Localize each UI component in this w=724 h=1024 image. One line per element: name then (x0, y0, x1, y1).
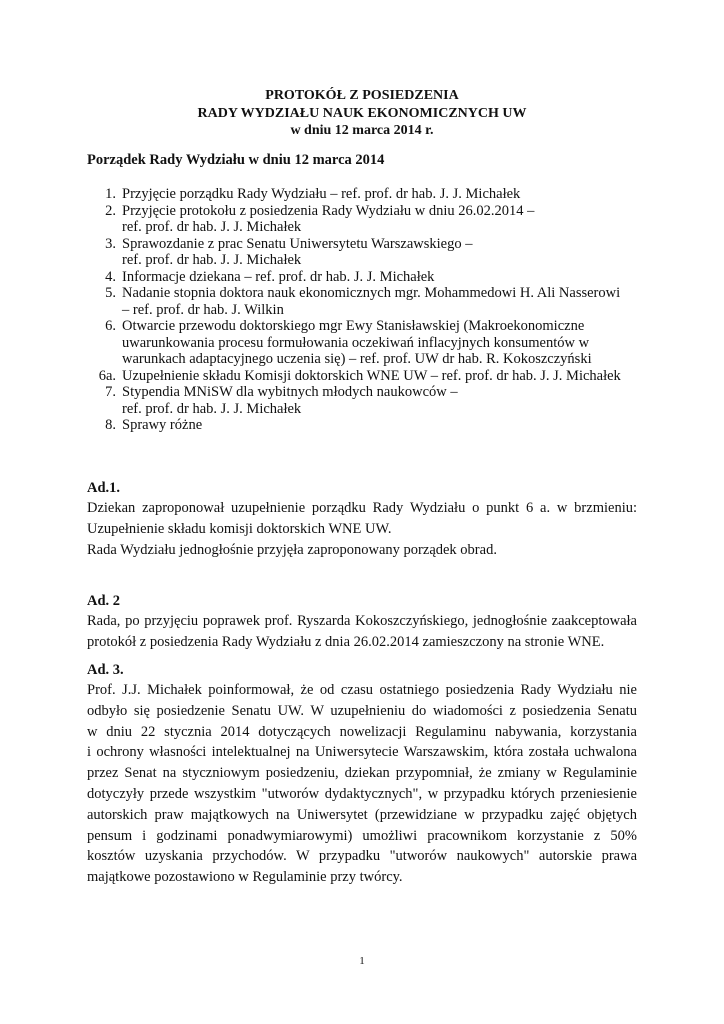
agenda-item-8 (0, 417, 724, 434)
agenda-title: Porządek Rady Wydziału w dniu 12 marca 2014 (87, 152, 385, 168)
header-title-line-1: PROTOKÓŁ Z POSIEDZENIA (265, 88, 459, 103)
agenda-item-text: ref. prof. dr hab. J. J. Michałek (122, 400, 302, 417)
section-heading-ad3: Ad. 3. (87, 662, 124, 678)
paragraph-line: dotyczyły przede wszystkim "utworów dydaktycznych", w przypadku których przeniesienie (87, 785, 637, 802)
agenda-item-7 (0, 384, 724, 417)
agenda-item-number: 2. (105, 202, 116, 219)
paragraph-line: majątkowe pozostawiono w Regulaminie przy twórcy. (87, 869, 403, 886)
page-number: 1 (359, 955, 365, 967)
agenda-item-text: Uzupełnienie składu Komisji doktorskich WNE UW – ref. prof. dr hab. J. J. Michałek (122, 367, 621, 384)
paragraph-line: Uzupełnienie składu komisji doktorskich WNE UW. (87, 520, 392, 537)
agenda-item-text: warunkach adaptacyjnego uczenia się) – ref. prof. UW dr hab. R. Kokoszczyński (122, 351, 592, 367)
section-body-ad1 (87, 498, 637, 560)
agenda-item-number: 1. (105, 186, 116, 202)
agenda-item-4 (0, 269, 724, 286)
paragraph-line: przez Senat na styczniowym posiedzeniu, dziekan przypomniał, że zmiany w Regulaminie (87, 765, 637, 782)
paragraph-line: Prof. J.J. Michałek poinformował, że od czasu ostatniego posiedzenia Rady Wydziału nie (87, 682, 637, 698)
agenda-item-number: 4. (105, 268, 116, 285)
agenda-item-text: Przyjęcie protokołu z posiedzenia Rady Wydziału w dniu 26.02.2014 – (122, 202, 535, 219)
agenda-list (0, 186, 724, 434)
section-heading-ad1: Ad.1. (87, 480, 121, 496)
paragraph-line: odbyło się posiedzenie Senatu UW. W uzupełnieniu do wiadomości z posiedzenia Senatu (87, 702, 637, 719)
agenda-item-text: Stypendia MNiSW dla wybitnych młodych naukowców – (122, 384, 458, 400)
agenda-item-text: Przyjęcie porządku Rady Wydziału – ref. prof. dr hab. J. J. Michałek (122, 186, 521, 202)
paragraph-line: i ochrony własności intelektualnej na Uniwersytecie Warszawskim, która została uchwalona (87, 744, 637, 761)
paragraph-line: kosztów uzyskania przychodów. W przypadku "utworów naukowych" autorskie prawa (87, 848, 637, 865)
agenda-item-3 (0, 236, 724, 269)
agenda-item-text: Nadanie stopnia doktora nauk ekonomicznych mgr. Mohammedowi H. Ali Nasserowi (122, 285, 621, 301)
section-heading-ad2: Ad. 2 (87, 593, 121, 609)
agenda-item-number: 6. (105, 318, 116, 334)
agenda-item-text: – ref. prof. dr hab. J. Wilkin (122, 301, 284, 318)
agenda-item-5 (0, 285, 724, 318)
agenda-item-1 (0, 186, 724, 203)
agenda-item-text: ref. prof. dr hab. J. J. Michałek (122, 219, 302, 235)
document-header (0, 87, 724, 140)
agenda-item-number: 6a. (98, 367, 116, 384)
section-body-ad3 (87, 680, 637, 888)
agenda-item-text: Sprawozdanie z prac Senatu Uniwersytetu Warszawskiego – (122, 235, 473, 252)
agenda-item-text: uwarunkowania procesu formułowania oczekiwań inflacyjnych konsumentów w (122, 334, 590, 351)
header-title-line-2: RADY WYDZIAŁU NAUK EKONOMICZNYCH UW (197, 105, 527, 121)
paragraph-line: autorskich praw majątkowych na Uniwersytet (przewidziane w przypadku zajęć objętych (87, 806, 637, 823)
agenda-item-text: Informacje dziekana – ref. prof. dr hab. J. J. Michałek (122, 268, 435, 285)
section-body-ad2 (87, 611, 637, 653)
paragraph-line: Rada Wydziału jednogłośnie przyjęła zaproponowany porządek obrad. (87, 541, 497, 558)
agenda-item-text: ref. prof. dr hab. J. J. Michałek (122, 252, 302, 268)
paragraph-line: pensum i godzinami ponadwymiarowymi) umożliwi pracownikom korzystanie z 50% (87, 827, 637, 844)
agenda-item-number: 5. (105, 285, 116, 301)
paragraph-line: Dziekan zaproponował uzupełnienie porządku Rady Wydziału o punkt 6 a. w brzmieniu: (87, 500, 637, 516)
agenda-item-text: Sprawy różne (122, 417, 203, 433)
agenda-item-number: 8. (105, 417, 116, 433)
paragraph-line: w dniu 22 stycznia 2014 dotyczących nowelizacji Regulaminu nabywania, korzystania (87, 723, 637, 740)
agenda-item-number: 7. (105, 384, 116, 400)
agenda-item-6 (0, 318, 724, 368)
agenda-item-text: Otwarcie przewodu doktorskiego mgr Ewy Stanisławskiej (Makroekonomiczne (122, 318, 585, 334)
paragraph-line: protokół z posiedzenia Rady Wydziału z dnia 26.02.2014 zamieszczony na stronie WNE. (87, 633, 605, 650)
paragraph-line: Rada, po przyjęciu poprawek prof. Ryszarda Kokoszczyńskiego, jednogłośnie zaakceptowała (87, 613, 637, 629)
agenda-item-2 (0, 203, 724, 236)
header-date-line: w dniu 12 marca 2014 r. (290, 123, 434, 138)
agenda-item-number: 3. (105, 235, 116, 252)
agenda-item-6a (0, 368, 724, 385)
